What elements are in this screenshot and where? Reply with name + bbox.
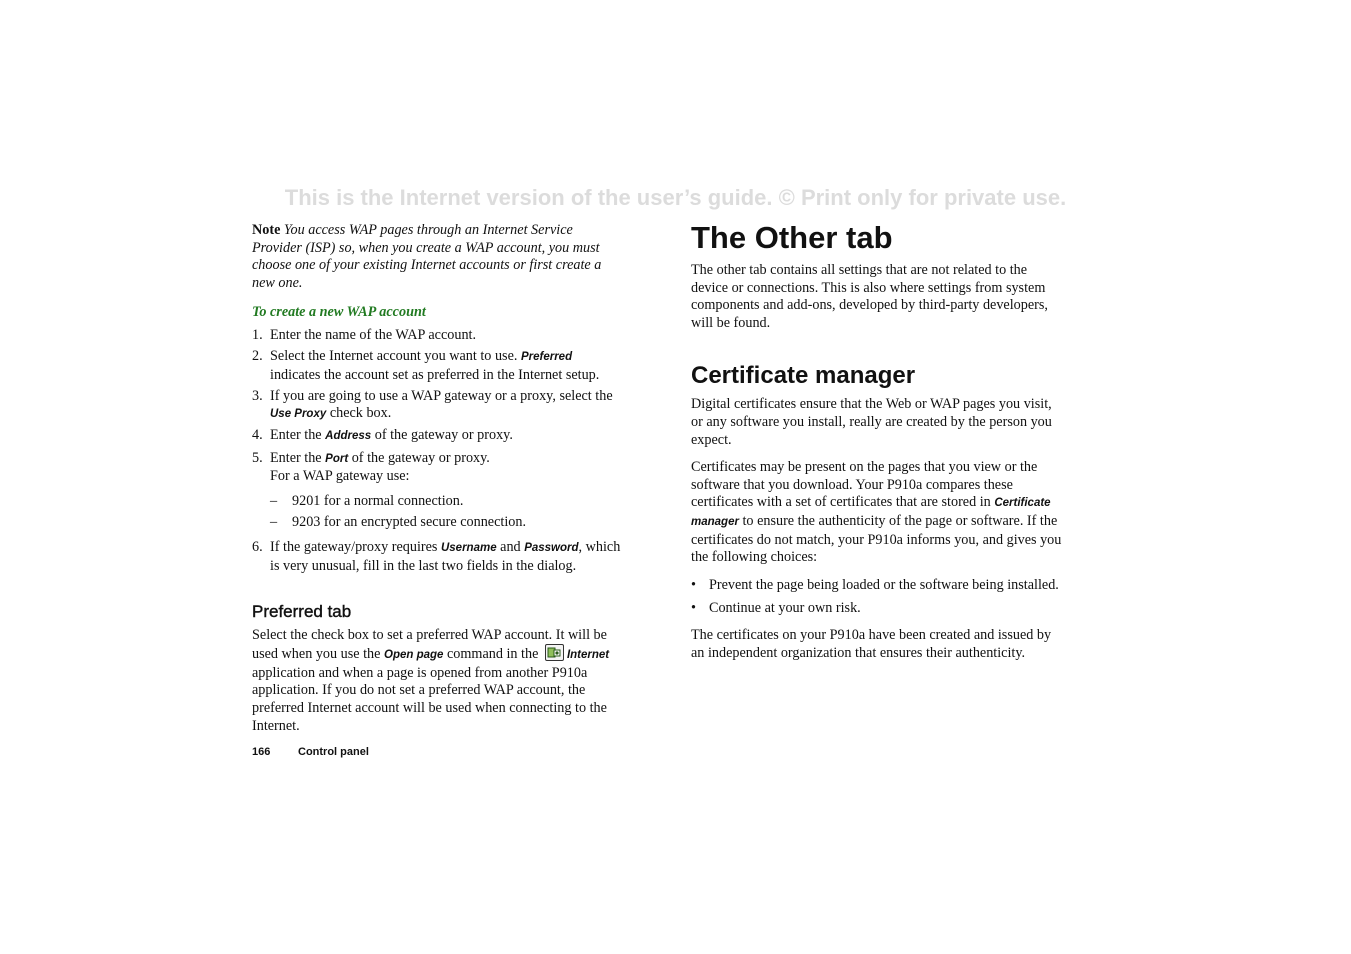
step-number: 4. <box>252 427 263 444</box>
list-item-text: 9203 for an encrypted secure connection. <box>292 513 526 530</box>
ui-term-address: Address <box>325 430 372 443</box>
ui-term-preferred: Preferred <box>520 351 573 364</box>
step-1 <box>252 327 624 345</box>
page-footer <box>252 746 369 758</box>
certificate-paragraph-1: Digital certificates ensure that the Web or WAP pages you visit, or any software you install, really are created by the person you expect. <box>691 396 1052 448</box>
preferred-tab-heading: Preferred tab <box>252 601 352 621</box>
ui-term-certificate-manager: Certificate manager <box>691 497 1051 528</box>
watermark-banner: This is the Internet version of the user’s guide. © Print only for private use. <box>284 185 1067 210</box>
step-4 <box>252 427 624 446</box>
step-list-continued <box>252 539 624 575</box>
paragraph-text: application and when a page is opened from another P910a application. If you do not set a preferred WAP account, the preferred Internet account will be used when connecting to the Internet. <box>252 664 607 734</box>
ui-term-port: Port <box>325 452 349 465</box>
step-text: If you are going to use a WAP gateway or a proxy, select the <box>270 387 613 404</box>
step-number: 3. <box>252 387 263 404</box>
step-text: and <box>496 539 525 556</box>
ui-term-use-proxy: Use Proxy <box>270 408 327 421</box>
note-paragraph <box>252 222 624 292</box>
step-text: of the gateway or proxy. <box>371 427 513 444</box>
step-2 <box>252 348 624 384</box>
step-text: If the gateway/proxy requires <box>270 539 441 556</box>
preferred-tab-paragraph <box>252 627 624 736</box>
right-column <box>691 222 1066 673</box>
step-text: check box. <box>326 405 392 422</box>
step-text: , which is very unusual, fill in the last two fields in the dialog. <box>270 539 621 574</box>
choice-list <box>691 577 1066 618</box>
certificate-manager-heading: Certificate manager <box>691 362 916 390</box>
dash-mark: – <box>270 492 278 509</box>
step-5 <box>252 450 624 486</box>
list-item-text: Prevent the page being loaded or the software being installed. <box>709 576 1059 593</box>
ui-term-password: Password <box>524 542 579 555</box>
paragraph-text: to ensure the authenticity of the page or software. If the certificates do not match, your P910a informs you, and gives you the following choices: <box>691 512 1062 566</box>
left-column <box>252 222 624 735</box>
step-number: 6. <box>252 539 263 556</box>
step-list <box>252 327 624 486</box>
paragraph-text: Select the check box to set a preferred WAP account. It will be used when you use the <box>252 626 607 663</box>
list-item <box>252 493 624 511</box>
paragraph-text: Certificates may be present on the pages that you view or the software that you download. Your P910a compares these certificates with a set of certificates that are stored in <box>691 459 1038 511</box>
page-number: 166 <box>252 746 271 758</box>
step-text: Select the Internet account you want to use. <box>270 348 521 365</box>
intro-paragraph: The other tab contains all settings that are not related to the device or connections. This is also where settings from system components and add-ons, developed by third-party developers, will be found. <box>691 262 1048 331</box>
step-text: indicates the account set as preferred in the Internet setup. <box>270 366 600 383</box>
step-text: Enter the name of the WAP account. <box>270 326 477 343</box>
list-item-text: Continue at your own risk. <box>709 599 861 616</box>
section-name: Control panel <box>298 746 369 758</box>
step-6 <box>252 539 624 575</box>
step-number: 1. <box>252 326 263 343</box>
list-item <box>691 600 1066 618</box>
list-item <box>252 514 624 532</box>
list-item <box>691 577 1066 595</box>
note-label: Note <box>252 222 281 238</box>
page-title: The Other tab <box>691 220 893 255</box>
ui-term-open-page: Open page <box>384 649 444 662</box>
step-3 <box>252 388 624 424</box>
step-number: 2. <box>252 348 263 365</box>
step-text: of the gateway or proxy. <box>348 449 490 466</box>
bullet-mark: • <box>691 576 696 593</box>
dash-mark: – <box>270 513 278 530</box>
list-item-text: 9201 for a normal connection. <box>292 492 464 509</box>
port-list <box>252 493 624 532</box>
procedure-heading: To create a new WAP account <box>252 304 426 321</box>
certificate-paragraph-2 <box>691 459 1066 567</box>
certificate-paragraph-3: The certificates on your P910a have been created and issued by an independent organization that ensures their authenticity. <box>691 627 1052 661</box>
ui-term-username: Username <box>440 542 497 555</box>
step-number: 5. <box>252 449 263 466</box>
bullet-mark: • <box>691 599 696 616</box>
step-text: For a WAP gateway use: <box>270 468 410 485</box>
note-text: You access WAP pages through an Internet Service Provider (ISP) so, when you create a WAP account, you must choose one of your existing Internet accounts or first create a new one. <box>252 222 602 291</box>
paragraph-text: command in the <box>443 646 542 663</box>
internet-app-icon <box>545 644 564 661</box>
ui-term-internet: Internet <box>566 649 610 662</box>
step-text: Enter the <box>270 449 326 466</box>
step-text: Enter the <box>270 427 326 444</box>
